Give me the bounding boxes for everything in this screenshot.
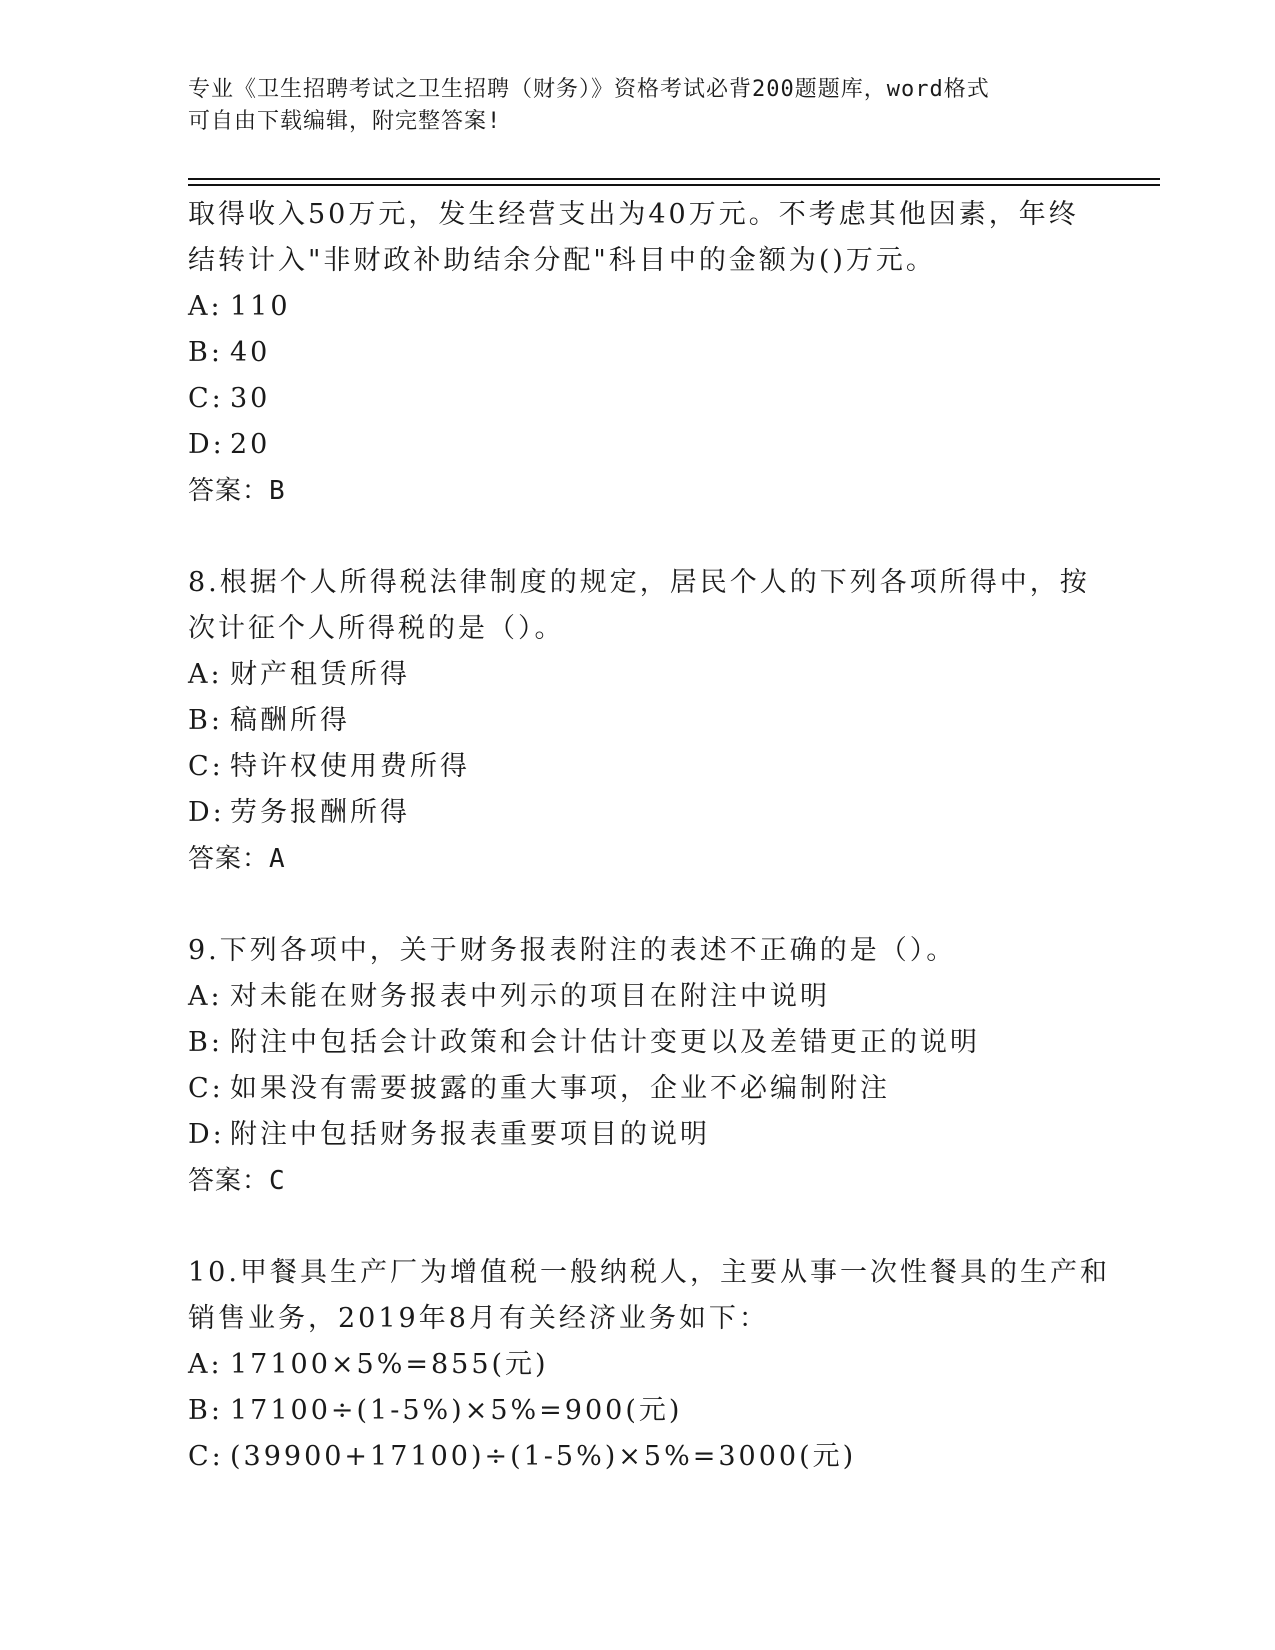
header-divider-top xyxy=(188,178,1160,180)
question-8 xyxy=(188,560,1088,882)
document-header xyxy=(188,74,1068,138)
answer-value: B xyxy=(269,476,286,506)
answer-value: C xyxy=(269,1166,286,1196)
question-9 xyxy=(188,928,1088,1204)
question-list xyxy=(188,192,1110,1480)
question-stem: 次计征个人所得税的是（）。 xyxy=(188,613,565,644)
option-b: B: 40 xyxy=(188,337,271,368)
option-c: C: (39900+17100)÷(1-5%)×5%=3000(元) xyxy=(188,1441,857,1472)
header-line-2: 可自由下载编辑，附完整答案! xyxy=(188,109,502,134)
option-d: D: 劳务报酬所得 xyxy=(188,797,410,828)
question-stem: 10.甲餐具生产厂为增值税一般纳税人，主要从事一次性餐具的生产和 xyxy=(188,1257,1110,1288)
question-stem: 销售业务，2019年8月有关经济业务如下： xyxy=(188,1303,769,1334)
option-a: A: 110 xyxy=(188,291,291,322)
option-b: B: 附注中包括会计政策和会计估计变更以及差错更正的说明 xyxy=(188,1027,980,1058)
question-10 xyxy=(188,1250,1110,1480)
option-d: D: 20 xyxy=(188,429,271,460)
question-stem: 结转计入"非财政补助结余分配"科目中的金额为()万元。 xyxy=(188,245,936,276)
option-d: D: 附注中包括财务报表重要项目的说明 xyxy=(188,1119,710,1150)
question-stem: 9.下列各项中，关于财务报表附注的表述不正确的是（）。 xyxy=(188,935,957,966)
question-7 xyxy=(188,192,1088,514)
option-c: C: 如果没有需要披露的重大事项，企业不必编制附注 xyxy=(188,1073,890,1104)
header-divider-bottom xyxy=(188,184,1160,186)
header-line-1: 专业《卫生招聘考试之卫生招聘（财务）》资格考试必背200题题库，word格式 xyxy=(188,77,990,102)
answer-line: 答案：B xyxy=(188,476,286,506)
option-a: A: 财产租赁所得 xyxy=(188,659,410,690)
option-c: C: 30 xyxy=(188,383,271,414)
option-b: B: 稿酬所得 xyxy=(188,705,350,736)
option-a: A: 17100×5%=855(元) xyxy=(188,1349,549,1380)
option-c: C: 特许权使用费所得 xyxy=(188,751,470,782)
answer-line: 答案：C xyxy=(188,1166,286,1196)
answer-value: A xyxy=(269,844,286,874)
answer-line: 答案：A xyxy=(188,844,286,874)
option-b: B: 17100÷(1-5%)×5%=900(元) xyxy=(188,1395,683,1426)
question-stem: 8.根据个人所得税法律制度的规定，居民个人的下列各项所得中，按 xyxy=(188,567,1090,598)
question-stem: 取得收入50万元，发生经营支出为40万元。不考虑其他因素，年终 xyxy=(188,199,1079,230)
option-a: A: 对未能在财务报表中列示的项目在附注中说明 xyxy=(188,981,830,1012)
